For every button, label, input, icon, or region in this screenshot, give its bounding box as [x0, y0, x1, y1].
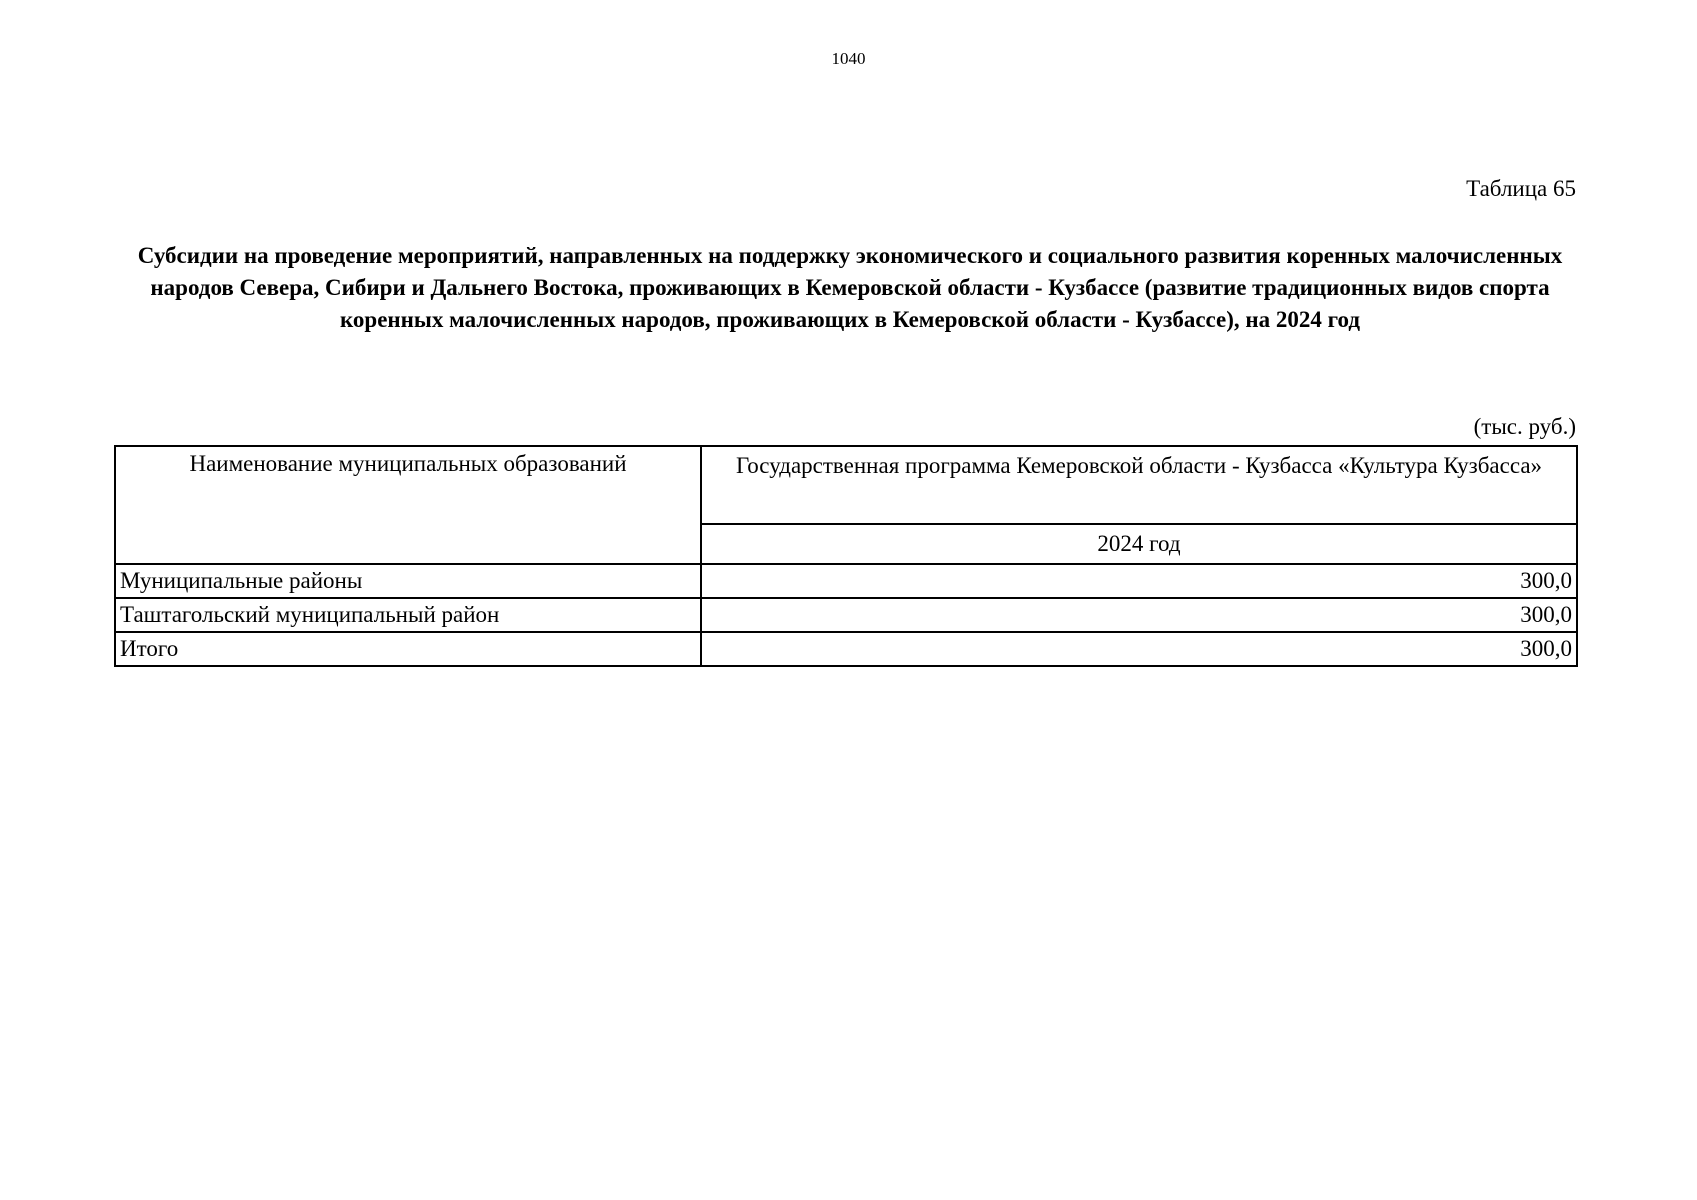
table-row-total [115, 632, 1577, 666]
row-value: 300,0 [701, 598, 1577, 632]
table-row-tashtagol [115, 598, 1577, 632]
document-title: Субсидии на проведение мероприятий, направленных на поддержку экономического и социального развития коренных малочисленных народов Севера, Сибири и Дальнего Востока, проживающих в Кемеровской области - Кузбассе (развитие традиционных видов спорта коренных малочисленных народов, проживающих в Кемеровской области - Кузбассе), на 2024 год [137, 243, 1563, 332]
header-year: 2024 год [701, 524, 1577, 564]
header-municipality-name: Наименование муниципальных образований [115, 446, 701, 564]
row-name: Итого [115, 632, 701, 666]
row-name: Муниципальные районы [115, 564, 701, 598]
row-name: Таштагольский муниципальный район [115, 598, 701, 632]
page-number: 1040 [831, 49, 866, 68]
row-value: 300,0 [701, 564, 1577, 598]
table-row-municipal-districts [115, 564, 1577, 598]
table-header-row [115, 446, 1577, 524]
table-label: Таблица 65 [1466, 176, 1576, 201]
subsidies-table [114, 445, 1578, 667]
header-program: Государственная программа Кемеровской области - Кузбасса «Культура Кузбасса» [701, 446, 1577, 524]
units-label: (тыс. руб.) [1473, 414, 1576, 439]
row-value: 300,0 [701, 632, 1577, 666]
